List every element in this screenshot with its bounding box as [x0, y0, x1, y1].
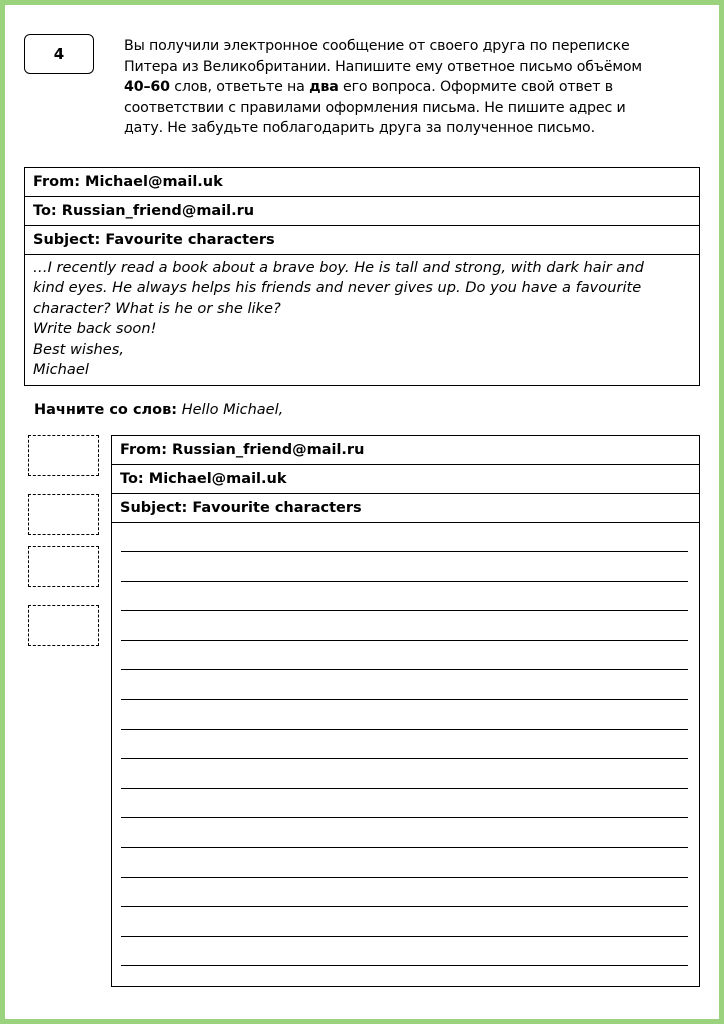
answer-line[interactable]: [121, 699, 688, 700]
reply-from: From: Russian_friend@mail.ru: [112, 436, 699, 465]
answer-line[interactable]: [121, 936, 688, 937]
answer-line[interactable]: [121, 877, 688, 878]
score-box-3[interactable]: [28, 546, 99, 587]
task-instructions: [124, 36, 684, 139]
task-number: 4: [53, 45, 65, 63]
score-box-1[interactable]: [28, 435, 99, 476]
body-line: Best wishes,: [33, 340, 125, 358]
task-number-box: [24, 34, 94, 74]
reply-to: To: Michael@mail.uk: [112, 465, 699, 494]
incoming-letter-box: [24, 167, 700, 386]
start-hint-label: Начните со слов:: [34, 402, 178, 418]
answer-line[interactable]: [121, 758, 688, 759]
instruction-line: дату. Не забудьте поблагодарить друга за полученное письмо.: [124, 120, 595, 136]
instruction-line: Вы получили электронное сообщение от своего друга по переписке: [124, 38, 630, 54]
score-box-2[interactable]: [28, 494, 99, 535]
reply-subject: Subject: Favourite characters: [112, 494, 699, 523]
question-count: два: [309, 79, 339, 95]
incoming-from: From: Michael@mail.uk: [25, 168, 699, 197]
body-line: kind eyes. He always helps his friends and never gives up. Do you have a favourite: [33, 279, 642, 297]
answer-line[interactable]: [121, 965, 688, 966]
answer-line[interactable]: [121, 847, 688, 848]
instruction-text: слов, ответьте на: [169, 79, 310, 95]
body-line: Michael: [33, 361, 89, 379]
answer-line[interactable]: [121, 788, 688, 789]
body-line: character? What is he or she like?: [33, 299, 281, 317]
answer-line[interactable]: [121, 729, 688, 730]
incoming-to: To: Russian_friend@mail.ru: [25, 197, 699, 226]
instruction-line: [124, 77, 684, 98]
incoming-subject: Subject: Favourite characters: [25, 226, 699, 255]
answer-line[interactable]: [121, 640, 688, 641]
reply-letter-box: [111, 435, 700, 987]
word-count: 40–60: [124, 79, 170, 95]
instruction-line: Питера из Великобритании. Напишите ему ответное письмо объёмом: [124, 58, 642, 75]
answer-line[interactable]: [121, 551, 688, 552]
instruction-line: соответствии с правилами оформления письма. Не пишите адрес и: [124, 99, 626, 116]
score-box-4[interactable]: [28, 605, 99, 646]
answer-line[interactable]: [121, 906, 688, 907]
answer-line[interactable]: [121, 610, 688, 611]
body-line: …I recently read a book about a brave boy. He is tall and strong, with dark hair and: [33, 259, 644, 276]
answer-line[interactable]: [121, 669, 688, 670]
answer-line[interactable]: [121, 817, 688, 818]
start-hint: [34, 402, 283, 418]
start-hint-text: Hello Michael,: [181, 402, 284, 418]
answer-line[interactable]: [121, 581, 688, 582]
incoming-body: [25, 255, 699, 380]
instruction-text: его вопроса. Оформите свой ответ в: [338, 79, 613, 95]
body-line: Write back soon!: [33, 320, 157, 338]
